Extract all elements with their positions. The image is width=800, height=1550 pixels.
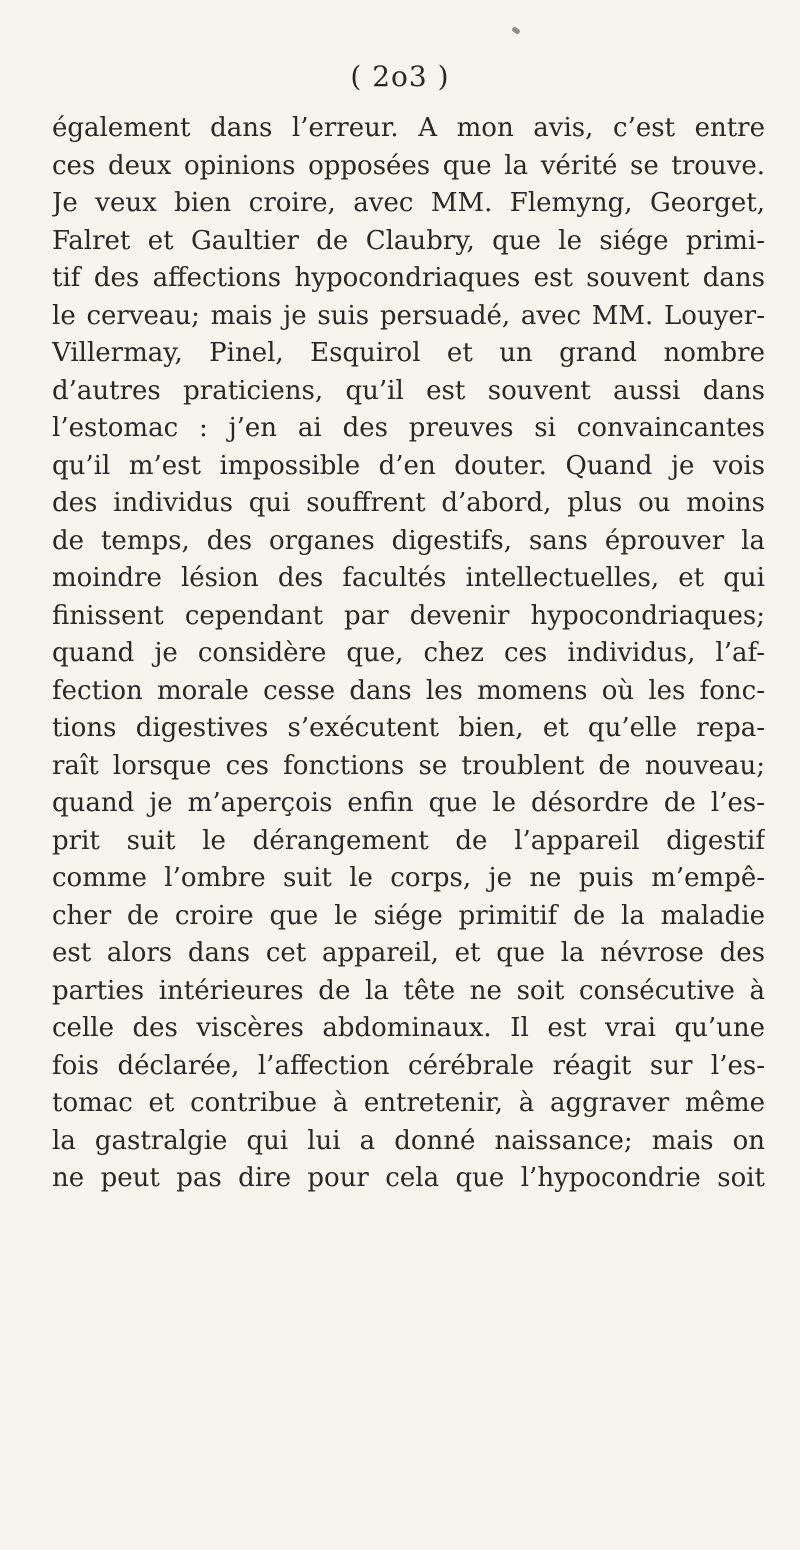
text-line: le cerveau; mais je suis persuadé, avec MM. Louyer- bbox=[52, 300, 765, 331]
text-line: Falret et Gaultier de Claubry, que le siége primi- bbox=[52, 225, 765, 256]
text-line: des individus qui souffrent d’abord, plus ou moins bbox=[52, 488, 765, 518]
ink-speck bbox=[511, 26, 520, 35]
text-line: ne peut pas dire pour cela que l’hypocondrie soit bbox=[52, 1163, 765, 1193]
text-line: Villermay, Pinel, Esquirol et un grand nombre bbox=[52, 338, 765, 368]
text-line: cher de croire que le siége primitif de la maladie bbox=[52, 900, 765, 931]
text-line: comme l’ombre suit le corps, je ne puis m’empê- bbox=[52, 863, 765, 893]
text-line: tif des affections hypocondriaques est souvent dans bbox=[52, 263, 765, 293]
text-line: la gastralgie qui lui a donné naissance; mais on bbox=[52, 1125, 765, 1156]
text-line: également dans l’erreur. A mon avis, c’est entre bbox=[52, 113, 765, 143]
text-line: l’estomac : j’en ai des preuves si convaincantes bbox=[52, 413, 765, 443]
text-line: fection morale cesse dans les momens où les fonc- bbox=[52, 675, 765, 706]
text-line: ces deux opinions opposées que la vérité se trouve. bbox=[52, 150, 765, 181]
text-line: finissent cependant par devenir hypocondriaques; bbox=[52, 600, 765, 631]
text-line: prit suit le dérangement de l’appareil digestif bbox=[52, 825, 765, 856]
text-line: est alors dans cet appareil, et que la névrose des bbox=[52, 938, 765, 968]
page-number: ( 2o3 ) bbox=[350, 60, 450, 93]
text-line: d’autres praticiens, qu’il est souvent aussi dans bbox=[52, 375, 765, 406]
text-line: quand je considère que, chez ces individus, l’af- bbox=[52, 638, 765, 668]
text-line: fois déclarée, l’affection cérébrale réagit sur l’es- bbox=[52, 1050, 765, 1081]
text-line: tomac et contribue à entretenir, à aggraver même bbox=[52, 1088, 765, 1118]
text-line: de temps, des organes digestifs, sans éprouver la bbox=[52, 525, 765, 556]
text-line: raît lorsque ces fonctions se troublent de nouveau; bbox=[52, 750, 765, 781]
text-line: celle des viscères abdominaux. Il est vrai qu’une bbox=[52, 1013, 765, 1043]
text-line: Je veux bien croire, avec MM. Flemyng, Georget, bbox=[52, 188, 765, 218]
text-line: quand je m’aperçois enfin que le désordre de l’es- bbox=[52, 788, 765, 818]
text-line: parties intérieures de la tête ne soit consécutive à bbox=[52, 975, 765, 1006]
text-line: moindre lésion des facultés intellectuelles, et qui bbox=[52, 563, 765, 593]
text-line: qu’il m’est impossible d’en douter. Quand je vois bbox=[52, 450, 765, 481]
text-line: tions digestives s’exécutent bien, et qu’elle repa- bbox=[52, 713, 765, 743]
body-text bbox=[52, 110, 765, 1198]
